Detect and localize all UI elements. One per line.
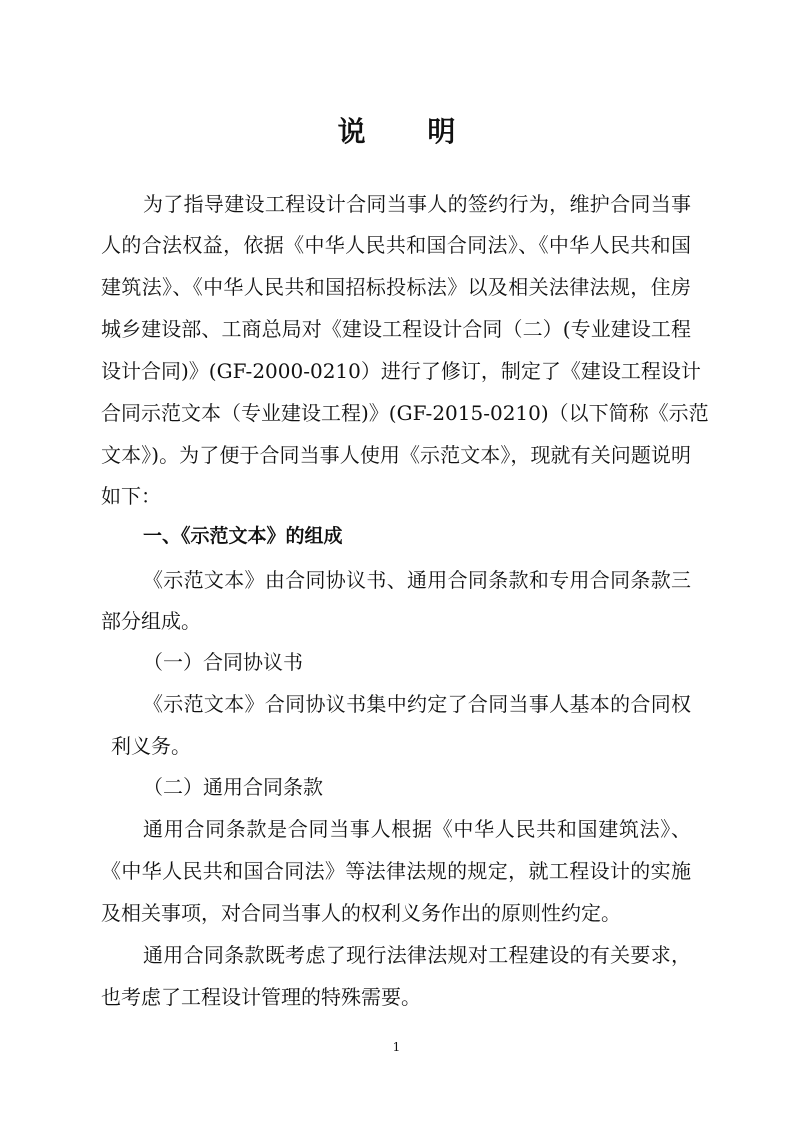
subsection-2-line-3: 及相关事项，对合同当事人的权利义务作出的原则性约定。 — [101, 901, 621, 925]
section-1-heading: 一、《示范文本》的组成 — [143, 525, 343, 547]
subsection-2-line-1: 通用合同条款是合同当事人根据《中华人民共和国建筑法》、 — [143, 817, 691, 841]
intro-line-3: 建筑法》、《中华人民共和国招标投标法》以及相关法律法规，住房 — [101, 275, 691, 299]
subsection-1-heading: （一）合同协议书 — [143, 650, 303, 674]
subsection-2-heading: （二）通用合同条款 — [143, 775, 323, 799]
intro-line-4: 城乡建设部、工商总局对《建设工程设计合同（二）(专业建设工程 — [101, 317, 691, 341]
subsection-1-line-1: 《示范文本》合同协议书集中约定了合同当事人基本的合同权 — [143, 692, 691, 716]
intro-line-8: 如下： — [101, 484, 161, 508]
page-number: 1 — [392, 1040, 401, 1054]
intro-line-2: 人的合法权益，依据《中华人民共和国合同法》、《中华人民共和国 — [101, 233, 691, 257]
subsection-1-line-2: 利义务。 — [111, 734, 191, 758]
intro-line-6: 合同示范文本（专业建设工程)》(GF-2015-0210)（以下简称《示范 — [101, 401, 709, 425]
intro-line-7: 文本》)。为了便于合同当事人使用《示范文本》，现就有关问题说明 — [101, 443, 691, 467]
subsection-2-para2-line-1: 通用合同条款既考虑了现行法律法规对工程建设的有关要求， — [143, 943, 691, 967]
intro-line-1: 为了指导建设工程设计合同当事人的签约行为，维护合同当事 — [143, 192, 691, 216]
intro-line-5: 设计合同)》(GF-2000-0210）进行了修订，制定了《建设工程设计 — [101, 359, 701, 383]
subsection-2-para2-line-2: 也考虑了工程设计管理的特殊需要。 — [101, 985, 421, 1009]
subsection-2-line-2: 《中华人民共和国合同法》等法律法规的规定，就工程设计的实施 — [101, 859, 691, 883]
section-1-line-1: 《示范文本》由合同协议书、通用合同条款和专用合同条款三 — [143, 568, 691, 592]
section-1-line-2: 部分组成。 — [101, 609, 201, 633]
page-title: 说 明 — [337, 115, 482, 148]
